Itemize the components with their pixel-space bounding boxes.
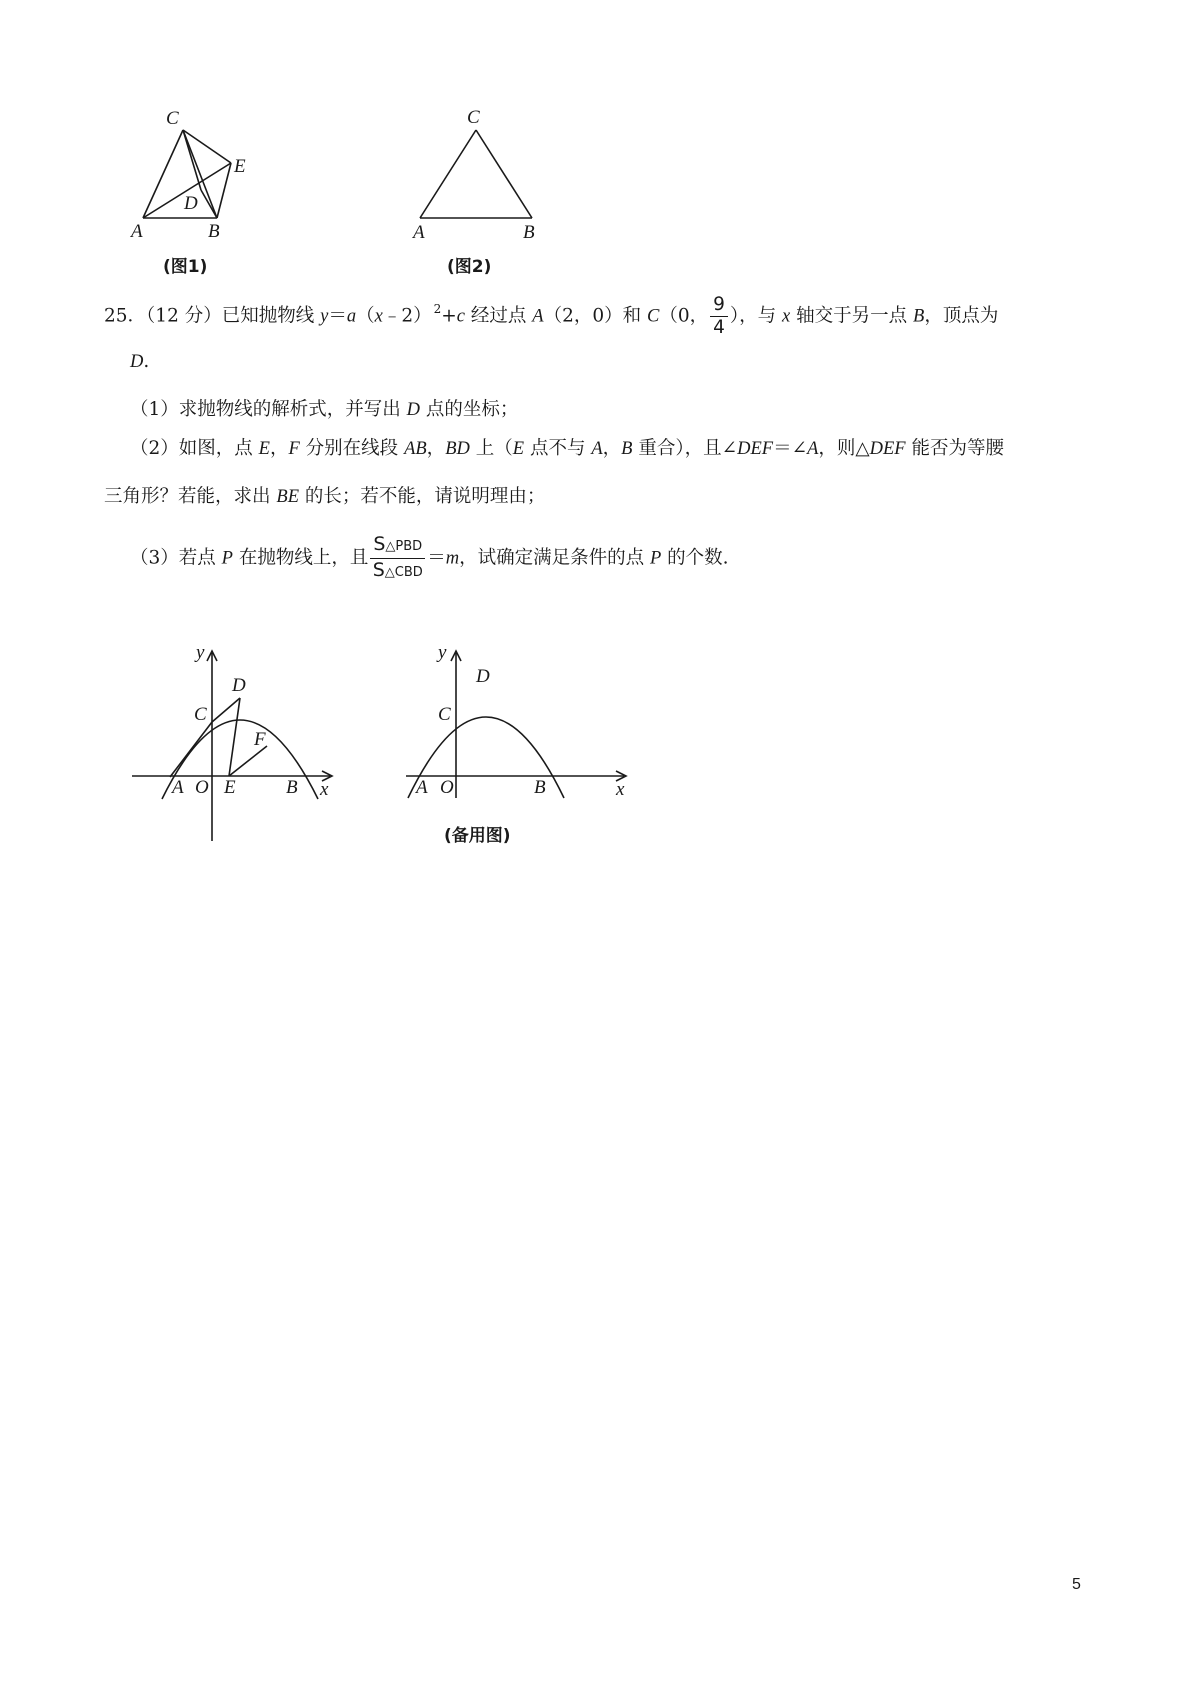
fig4-label-C: C — [438, 704, 451, 725]
fig3-label-F: F — [254, 729, 266, 750]
figure-2 — [400, 100, 560, 285]
fig4-label-y: y — [438, 645, 447, 663]
fig1-caption: (图1) — [163, 257, 208, 277]
part-3: （3）若点 P 在抛物线上，且 $\frac{\text{S△PBD}}{\text{S△CBD}}$ ＝m，试确定满足条件的点 P 的个数. — [130, 533, 729, 584]
fig4-label-O: O — [440, 777, 454, 798]
figure-parabola-main — [130, 645, 370, 845]
problem-25 — [104, 290, 1094, 610]
fig3-label-E: E — [224, 777, 236, 798]
fig1-label-B: B — [208, 221, 220, 242]
problem-number: 25． — [104, 305, 147, 327]
problem-statement-line2: D. — [130, 351, 150, 372]
fig4-label-D: D — [476, 666, 490, 687]
fig2-caption: (图2) — [447, 257, 492, 277]
fraction-9-over-4: $\frac{9}{4}$ — [710, 294, 728, 339]
fig1-label-E: E — [234, 156, 246, 177]
area-ratio-fraction: $\frac{\text{S△PBD}}{\text{S△CBD}}$ — [370, 533, 425, 584]
fig3-label-D: D — [232, 675, 246, 696]
figure-parabola-spare — [400, 645, 640, 865]
part-2-line1: （2）如图，点 E，F 分别在线段 AB，BD 上（E 点不与 A，B 重合），且∠DEF＝∠A，则△DEF 能否为等腰 — [130, 438, 1004, 459]
figure-1 — [120, 100, 280, 285]
fig4-label-A: A — [416, 777, 428, 798]
fig3-label-x: x — [320, 779, 329, 800]
fig3-label-B: B — [286, 777, 298, 798]
fig4-label-B: B — [534, 777, 546, 798]
fig1-label-A: A — [131, 221, 143, 242]
problem-statement-line1: 25．（12 分）已知抛物线 y＝a（x﹣2） $^2$+c 经过点 A（2，0）和 C（0， $\frac{9}{4}$ ），与 x 轴交于另一点 B，顶点为 — [104, 294, 999, 338]
fig2-label-B: B — [523, 222, 535, 243]
part-1: （1）求抛物线的解析式，并写出 D 点的坐标； — [130, 399, 519, 420]
fig2-label-C: C — [467, 107, 480, 128]
problem-points: （12 分）已知抛物线 — [146, 305, 321, 327]
fig3-label-C: C — [194, 704, 207, 725]
fig4-label-x: x — [616, 779, 625, 800]
fig3-label-A: A — [172, 777, 184, 798]
fig3-label-O: O — [195, 777, 209, 798]
page-number: 5 — [1072, 1576, 1081, 1593]
fig3-label-y: y — [196, 645, 205, 663]
fig2-label-A: A — [413, 222, 425, 243]
fig1-label-C: C — [166, 108, 179, 129]
fig1-label-D: D — [184, 193, 198, 214]
fig4-caption: (备用图) — [444, 826, 511, 846]
part-2-line2: 三角形？若能，求出 BE 的长；若不能，请说明理由； — [104, 486, 546, 507]
